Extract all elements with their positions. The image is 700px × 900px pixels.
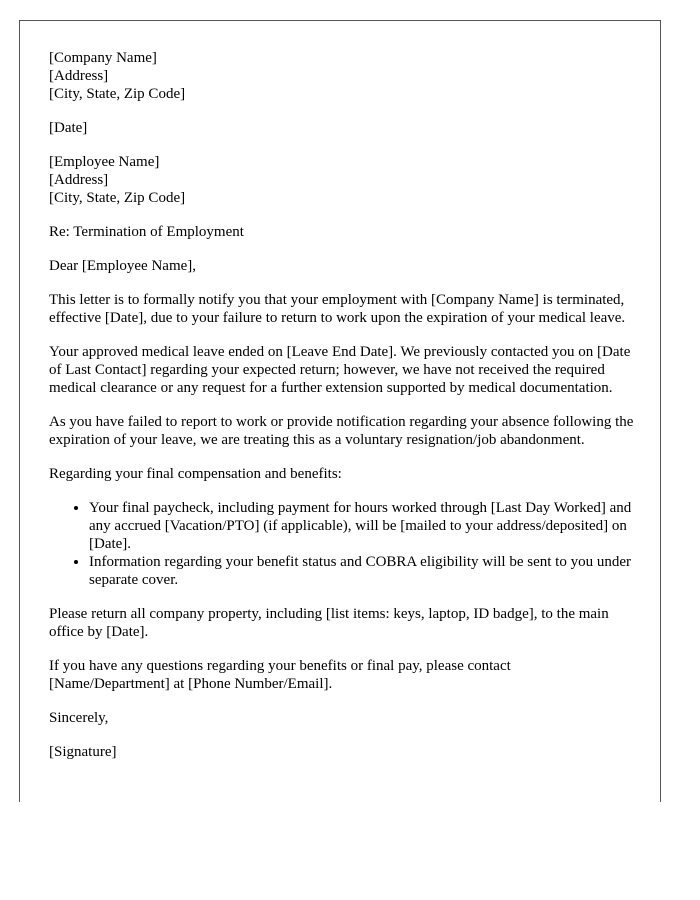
paragraph-contact-info: If you have any questions regarding your benefits or final pay, please contact [Name/Department] at [Phone Number/Email]. xyxy=(49,658,511,692)
letter-body xyxy=(49,49,635,777)
recipient-address: [Address] xyxy=(49,172,109,188)
subject-line: Re: Termination of Employment xyxy=(49,224,244,240)
recipient-name: [Employee Name] xyxy=(49,154,160,170)
letter-date: [Date] xyxy=(49,120,88,136)
signature-placeholder: [Signature] xyxy=(49,744,117,760)
sender-address: [Address] xyxy=(49,68,109,84)
compensation-bullet-list xyxy=(49,499,635,589)
bullet-benefits-cobra: • Information regarding your benefit status and COBRA eligibility will be sent to you under separate cover. xyxy=(89,553,635,589)
recipient-city-state-zip: [City, State, Zip Code] xyxy=(49,190,186,206)
sender-city-state-zip: [City, State, Zip Code] xyxy=(49,86,186,102)
paragraph-termination-notice: This letter is to formally notify you that your employment with [Company Name] is terminated, effective [Date], due to your failure to return to work upon the expiration of your medical leave. xyxy=(49,292,626,326)
paragraph-compensation-intro: Regarding your final compensation and benefits: xyxy=(49,466,342,482)
paragraph-leave-details: Your approved medical leave ended on [Leave End Date]. We previously contacted you on [Date of Last Contact] regarding your expected return; however, we have not received the required medical clearance or any request for a further extension supported by medical documentation. xyxy=(49,344,631,396)
closing: Sincerely, xyxy=(49,710,109,726)
salutation: Dear [Employee Name], xyxy=(49,258,197,274)
recipient-address-block xyxy=(49,153,635,207)
paragraph-job-abandonment: As you have failed to report to work or provide notification regarding your absence following the expiration of your leave, we are treating this as a voluntary resignation/job abandonment. xyxy=(49,414,634,448)
sender-address-block xyxy=(49,49,635,103)
paragraph-company-property: Please return all company property, including [list items: keys, laptop, ID badge], to the main office by [Date]. xyxy=(49,606,609,640)
bullet-final-paycheck: • Your final paycheck, including payment for hours worked through [Last Day Worked] and any accrued [Vacation/PTO] (if applicable), will be [mailed to your address/deposited] on [Date]. xyxy=(89,499,635,553)
letter-page xyxy=(19,20,661,802)
sender-company: [Company Name] xyxy=(49,50,157,66)
